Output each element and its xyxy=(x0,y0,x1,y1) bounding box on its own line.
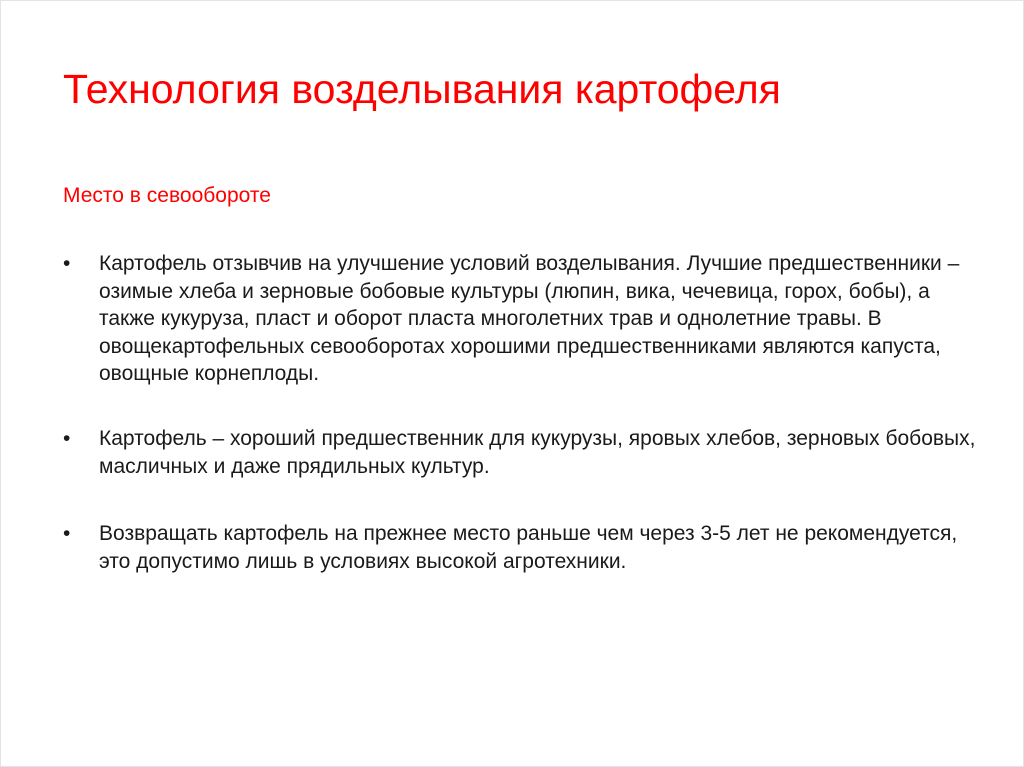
slide-title: Технология возделывания картофеля xyxy=(63,66,781,112)
bullet-item xyxy=(63,250,983,388)
bullet-dot-icon: • xyxy=(63,522,71,546)
bullet-text: Картофель – хороший предшественник для кукурузы, яровых хлебов, зерновых бобовых, масличных и даже прядильных культур. xyxy=(99,426,976,478)
bullet-list xyxy=(63,250,983,612)
bullet-text: Возвращать картофель на прежнее место раньше чем через 3-5 лет не рекомендуется, это допустимо лишь в условиях высокой агротехники. xyxy=(99,522,958,573)
bullet-text: Картофель отзывчив на улучшение условий возделывания. Лучшие предшественники – озимые хлеба и зерновые бобовые культуры (люпин, вика, чечевица, горох, бобы), а также кукуруза, пласт и оборот пласта многолетних трав и однолетние травы. В овощекартофельных севооборотах хорошими предшественниками являются капуста, овощные корнеплоды. xyxy=(99,252,960,386)
bullet-item xyxy=(63,425,983,480)
bullet-dot-icon: • xyxy=(63,426,71,450)
bullet-item xyxy=(63,520,983,575)
slide-subtitle: Место в севообороте xyxy=(63,184,271,207)
bullet-dot-icon: • xyxy=(63,252,71,275)
